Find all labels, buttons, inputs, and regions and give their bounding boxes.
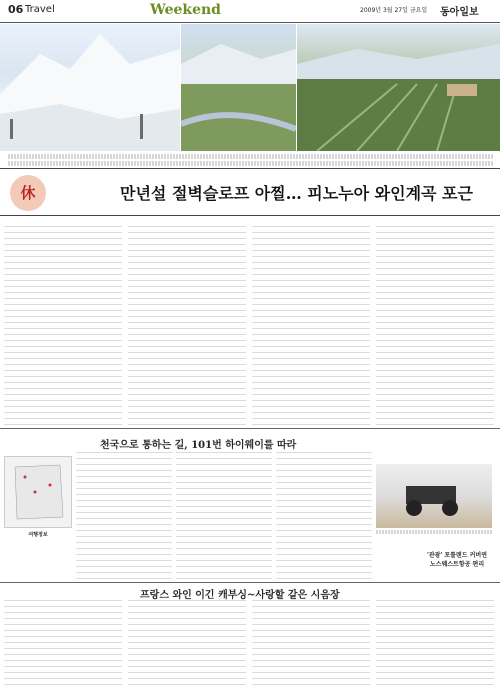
section-label: Travel: [25, 4, 55, 15]
map-illustration: [5, 457, 71, 527]
article-column-2: [128, 226, 246, 426]
feature-badge: 休: [10, 175, 46, 211]
atv-photo: [376, 464, 492, 528]
article-column-7: [276, 452, 372, 580]
vineyard-photo: [297, 24, 500, 151]
atv-illustration: [376, 464, 492, 528]
weekend-logo: Weekend: [150, 2, 221, 18]
river-valley-photo: [181, 24, 296, 151]
snowy-mountain-photo: [0, 24, 180, 151]
issue-date: 2009년 3월 27일 금요일: [360, 7, 428, 14]
section-divider-2: [0, 582, 500, 583]
article-column-4: [376, 226, 494, 426]
main-headline: 만년설 절벽슬로프 아찔… 피노누아 와인계곡 포근: [120, 184, 473, 203]
article-column-10: [252, 600, 370, 686]
sidebar-title-2: 노스웨스트항공 편리: [429, 561, 485, 568]
mountain-illustration: [0, 24, 180, 151]
article-column-9: [128, 600, 246, 686]
feature-title: [0, 168, 500, 216]
newspaper-name: 동아일보: [440, 7, 479, 18]
article-column-3: [252, 226, 370, 426]
article-column-8: [4, 600, 122, 686]
page-header: [0, 0, 500, 23]
article-column-6: [176, 452, 272, 580]
vineyard-illustration: [297, 24, 500, 151]
valley-illustration: [181, 24, 296, 151]
oregon-map: [4, 456, 72, 538]
article-column-5: [76, 452, 172, 580]
third-headline: 프랑스 와인 이긴 캐부싱~사랑할 같은 시음장: [140, 590, 340, 601]
secondary-headline: 천국으로 통하는 길, 101번 하이웨이를 따라: [100, 440, 297, 451]
photo-caption: [8, 154, 493, 166]
section-divider: [0, 428, 500, 429]
sidebar-title-1: '관광' 포틀랜드 커버연: [426, 552, 488, 559]
article-column-1: [4, 226, 122, 426]
page-number: 06: [8, 3, 24, 16]
map-label: 여행정보: [28, 532, 48, 538]
article-column-11: [376, 600, 494, 686]
travel-info-box: [417, 550, 497, 580]
atv-caption: [376, 530, 492, 534]
